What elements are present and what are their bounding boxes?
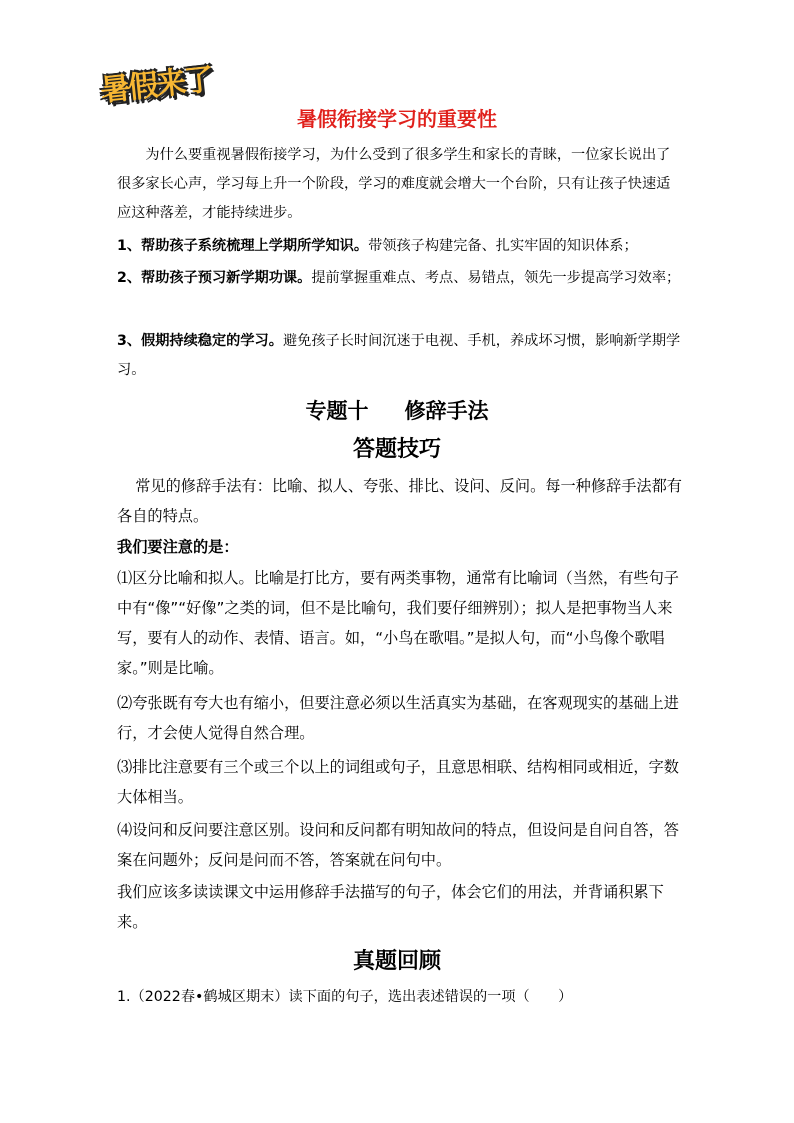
point-2-bold: 2、帮助孩子预习新学期功课。 [117, 270, 312, 286]
point-3-text: 避免孩子长时间沉迷于电视、手机，养成坏习惯，影响新学期学习。 [117, 333, 681, 378]
point-3-bold: 3、假期持续稳定的学习。 [117, 333, 283, 349]
common-paragraph: 常见的修辞手法有：比喻、拟人、夸张、排比、设问、反问。每一种修辞手法都有各自的特点。 [117, 477, 682, 525]
point-2 [117, 264, 682, 293]
note-4: ⑷设问和反问要注意区别。设问和反问都有明知故问的特点，但设问是自问自答，答案在问题外；反问是问而不答，答案就在问句中。 [117, 821, 679, 869]
point-1 [117, 232, 682, 261]
attention-label: 我们要注意的是： [117, 538, 239, 556]
point-1-text: 带领孩子构建完备、扎实牢固的知识体系； [368, 238, 638, 254]
topic-number: 专题十 [305, 399, 369, 423]
page-title: 暑假衔接学习的重要性 [297, 107, 497, 131]
closing-paragraph: 我们应该多读读课文中运用修辞手法描写的句子，体会它们的用法，并背诵积累下来。 [117, 883, 664, 931]
point-1-bold: 1、帮助孩子系统梳理上学期所学知识。 [117, 238, 369, 254]
topic-heading [0, 395, 794, 425]
question-1: 1.（2022春•鹤城区期末）读下面的句子，选出表述错误的一项（ ） [117, 989, 573, 1005]
topic-name: 修辞手法 [404, 399, 489, 423]
section-heading-techniques: 答题技巧 [352, 437, 441, 462]
note-3: ⑶排比注意要有三个或三个以上的词组或句子，且意思相联、结构相同或相近，字数大体相当。 [117, 758, 679, 806]
logo-text: 暑假来了 [98, 62, 214, 109]
note-1: ⑴区分比喻和拟人。比喻是打比方，要有两类事物，通常有比喻词（当然，有些句子中有“像”“好像”之类的词，但不是比喻句，我们要仔细辨别）；拟人是把事物当人来写，要有人的动作、表情、语言。如，“小鸟在歌唱。”是拟人句，而“小鸟像个歌唱家。”则是比喻。 [117, 569, 679, 677]
section-heading-review: 真题回顾 [352, 949, 441, 974]
point-2-text: 提前掌握重难点、考点、易错点，领先一步提高学习效率； [311, 270, 681, 286]
point-3 [117, 327, 682, 385]
intro-paragraph: 为什么要重视暑假衔接学习，为什么受到了很多学生和家长的青睐，一位家长说出了很多家长心声，学习每上升一个阶段，学习的难度就会增大一个台阶，只有让孩子快速适应这种落差，才能持续进步。 [117, 147, 671, 221]
note-2: ⑵夸张既有夸大也有缩小，但要注意必须以生活真实为基础，在客观现实的基础上进行，才会使人觉得自然合理。 [117, 694, 679, 742]
